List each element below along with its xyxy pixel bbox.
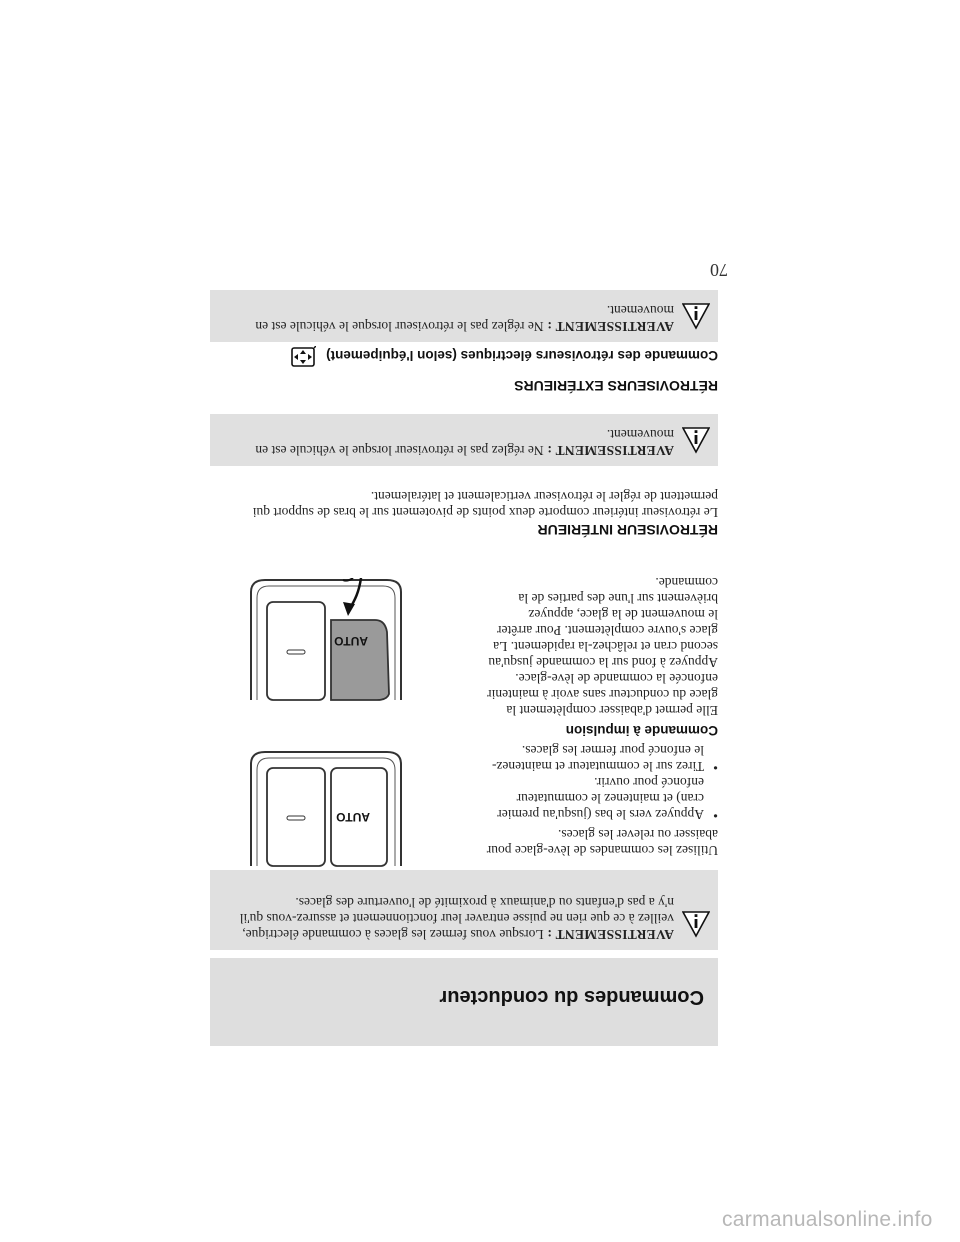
impulse-heading: Commande à impulsion <box>565 723 718 738</box>
warning-icon <box>682 302 710 330</box>
interior-mirror-text: Le rétroviseur intérieur comporte deux points de pivotement sur le bras de support qui permettent de régler le rétroviseur verticalement et latéralement. <box>252 489 718 520</box>
warning-label: AVERTISSEMENT : <box>547 319 674 334</box>
section-header-band <box>210 958 718 1046</box>
warning-windows-text <box>226 894 674 942</box>
window-bullets <box>486 742 718 822</box>
warning-label: AVERTISSEMENT : <box>547 927 674 942</box>
warning-body: Ne réglez pas le rétroviseur lorsque le véhicule est en mouvement. <box>255 427 674 458</box>
mirror-control-title: Commande des rétroviseurs électriques (selon l'équipement) <box>326 348 718 363</box>
warning-mirror-1-text <box>226 426 674 458</box>
warning-body: Ne réglez pas le rétroviseur lorsque le véhicule est en mouvement. <box>255 303 674 334</box>
warning-icon <box>682 910 710 938</box>
switch-auto-label: AUTO <box>336 810 370 824</box>
warning-body: Lorsque vous fermez les glaces à commande électrique, veillez à ce que rien ne puisse entraver leur fonctionnement et assurez-vous qu'il n'y a pas d'enfants ou d'animaux à proximité de l'ouverture des glaces. <box>239 895 674 942</box>
bullet-open: • Appuyez vers le bas (jusqu'au premier cran) et maintenez le commutateur enfoncé pour ouvrir. <box>486 774 704 822</box>
warning-label: AVERTISSEMENT : <box>547 443 674 458</box>
mirror-control-icon <box>290 346 316 368</box>
impulse-text: Elle permet d'abaisser complètement la glace du conducteur sans avoir à maintenir enfoncée la commande de lève-glace. Appuyez à fond sur la commande jusqu'au second cran et relâchez-la rapidement. La glace s'ouvre complètement. Pour arrêter le mouvement de la glace, appuyez brièvement sur l'une des parties de la commande. <box>487 575 718 718</box>
window-switch-illustration <box>247 750 405 870</box>
exterior-mirrors-heading: RÉTROVISEURS EXTÉRIEURS <box>514 378 718 394</box>
warning-mirror-2 <box>210 290 718 342</box>
warning-mirror-2-text <box>226 302 674 334</box>
section-title: Commandes du conducteur <box>439 986 704 1008</box>
window-switch-auto-illustration <box>247 578 405 704</box>
window-instructions <box>486 742 718 858</box>
warning-windows <box>210 870 718 950</box>
watermark: carmanualsonline.info <box>722 1208 933 1231</box>
window-intro: Utilisez les commandes de lève-glace pour abaisser ou relever les glaces. <box>486 827 718 858</box>
interior-mirror-heading: RÉTROVISEUR INTÉRIEUR <box>537 522 718 538</box>
warning-icon <box>682 426 710 454</box>
warning-mirror-1 <box>210 414 718 466</box>
switch-auto-label-2: AUTO <box>334 634 368 648</box>
page-number: 70 <box>710 260 728 280</box>
mirror-control-subheading <box>290 346 718 368</box>
bullet-close: • Tirez sur le commutateur et maintenez-le enfoncé pour fermer les glaces. <box>486 742 704 774</box>
